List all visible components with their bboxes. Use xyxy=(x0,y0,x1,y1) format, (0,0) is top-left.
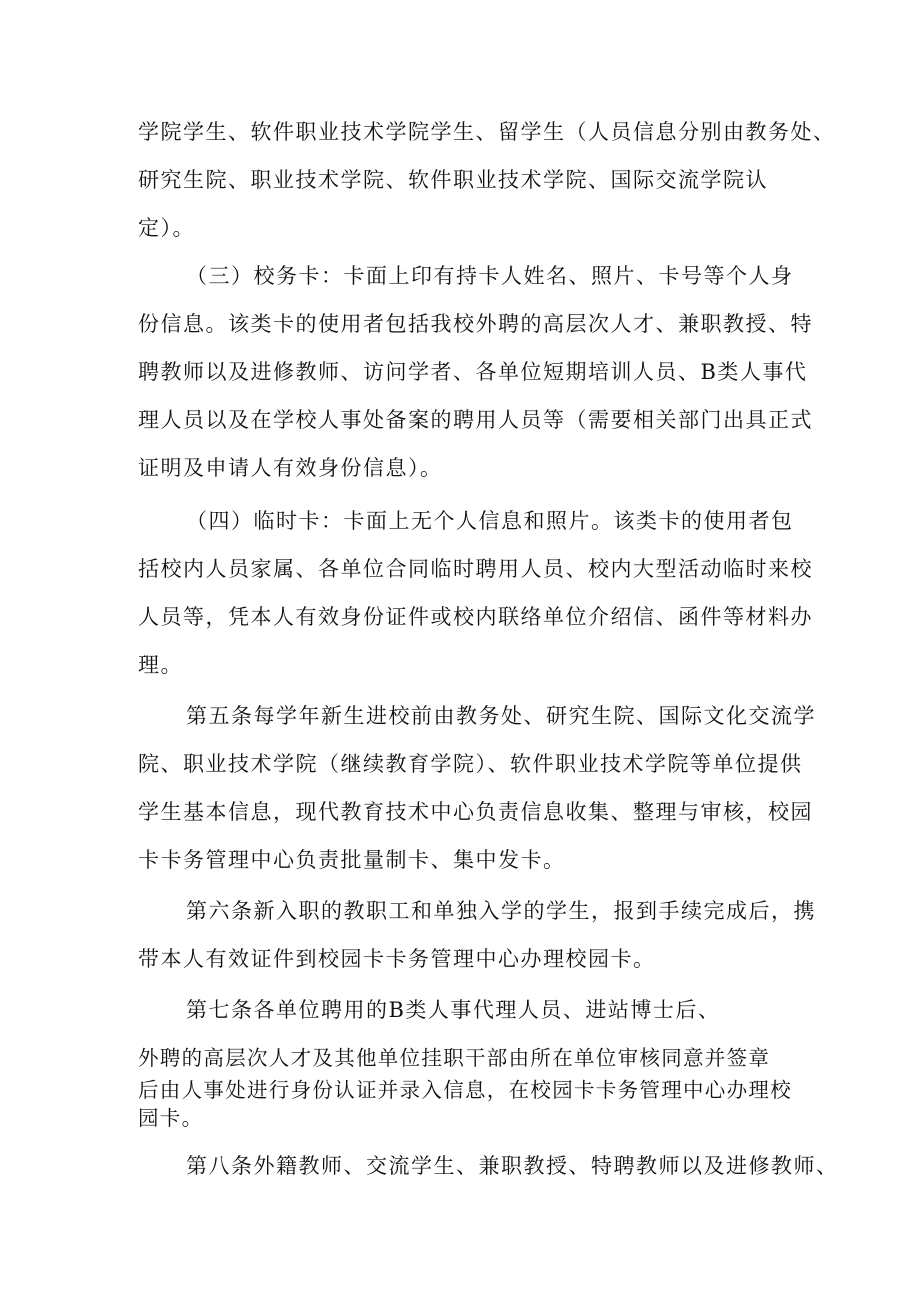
text-line-10: 括校内人员家属、各单位合同临时聘用人员、校内大型活动临时来校 xyxy=(138,557,813,581)
text-line-3: 定）。 xyxy=(138,216,195,240)
text-line-21: 后由人事处进行身份认证并录入信息，在校园卡卡务管理中心办理校 xyxy=(138,1078,792,1102)
text-line-9: （四）临时卡：卡面上无个人信息和照片。该类卡的使用者包 xyxy=(186,509,794,533)
text-line-5: 份信息。该类卡的使用者包括我校外聘的高层次人才、兼职教授、特 xyxy=(138,312,813,336)
text-line-2: 研究生院、职业技术学院、软件职业技术学院、国际交流学院认 xyxy=(138,168,768,192)
text-line-20: 外聘的高层次人才及其他单位挂职干部由所在单位审核同意并签章 xyxy=(138,1046,771,1070)
text-line-16: 卡卡务管理中心负责批量制卡、集中发卡。 xyxy=(138,848,566,872)
text-line-6: 聘教师以及进修教师、访问学者、各单位短期培训人员、B类人事代 xyxy=(138,360,808,384)
text-line-19: 第七条各单位聘用的B类人事代理人员、进站博士后、 xyxy=(186,998,721,1022)
text-line-23: 第八条外籍教师、交流学生、兼职教授、特聘教师以及进修教师、 xyxy=(186,1154,839,1178)
text-line-4: （三）校务卡：卡面上印有持卡人姓名、照片、卡号等个人身 xyxy=(186,264,794,288)
text-line-12: 理。 xyxy=(138,653,183,677)
text-line-11: 人员等，凭本人有效身份证件或校内联络单位介绍信、函件等材料办 xyxy=(138,605,813,629)
text-line-7: 理人员以及在学校人事处备案的聘用人员等（需要相关部门出具正式 xyxy=(138,408,813,432)
text-line-8: 证明及申请人有效身份信息）。 xyxy=(138,456,443,480)
text-line-18: 带本人有效证件到校园卡卡务管理中心办理校园卡。 xyxy=(138,947,656,971)
text-line-14: 院、职业技术学院（继续教育学院）、软件职业技术学院等单位提供 xyxy=(138,752,803,776)
text-line-22: 园卡。 xyxy=(138,1106,204,1130)
text-line-15: 学生基本信息，现代教育技术中心负责信息收集、整理与审核，校园 xyxy=(138,800,813,824)
text-line-17: 第六条新入职的教职工和单独入学的学生，报到手续完成后，携 xyxy=(186,899,816,923)
text-line-1: 学院学生、软件职业技术学院学生、留学生（人员信息分别由教务处、 xyxy=(138,120,836,144)
text-line-13: 第五条每学年新生进校前由教务处、研究生院、国际文化交流学 xyxy=(186,704,816,728)
